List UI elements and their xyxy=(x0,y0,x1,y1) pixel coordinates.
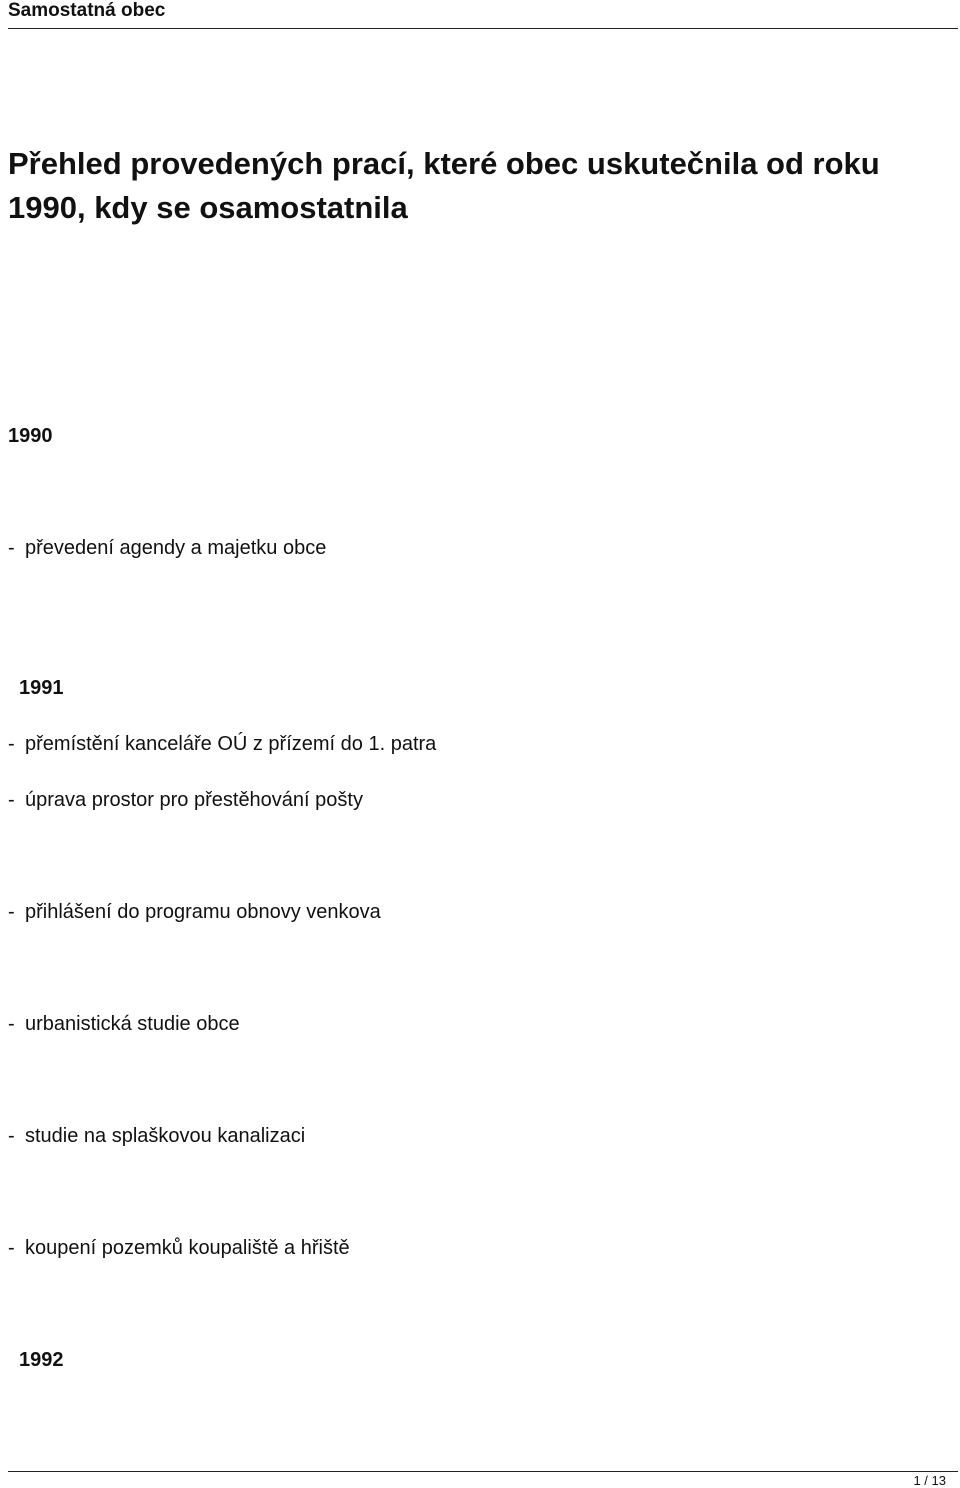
list-item xyxy=(8,1124,305,1148)
list-item-text: úprava prostor pro přestěhování pošty xyxy=(25,789,363,811)
list-item-text: studie na splaškovou kanalizaci xyxy=(25,1125,306,1147)
list-item xyxy=(8,900,381,924)
site-header xyxy=(8,0,958,29)
year-heading-1991: 1991 xyxy=(19,677,64,699)
list-item-text: urbanistická studie obce xyxy=(25,1013,240,1035)
year-heading-1990: 1990 xyxy=(8,425,53,447)
list-item-text: koupení pozemků koupaliště a hřiště xyxy=(25,1237,350,1259)
list-item xyxy=(8,1236,350,1260)
bullet-dash: - xyxy=(8,1013,15,1035)
bullet-dash: - xyxy=(8,789,15,811)
page-title: Přehled provedených prací, které obec uskutečnila od roku 1990, kdy se osamostatnila xyxy=(8,146,880,225)
site-title: Samostatná obec xyxy=(8,0,166,21)
list-item xyxy=(8,1012,240,1036)
bullet-dash: - xyxy=(8,537,15,559)
bullet-dash: - xyxy=(8,733,15,755)
list-item-text: převedení agendy a majetku obce xyxy=(25,537,327,559)
year-heading-1992: 1992 xyxy=(19,1349,64,1371)
list-item xyxy=(8,788,363,812)
footer-divider xyxy=(8,1471,958,1472)
page-indicator: 1 / 13 xyxy=(913,1473,946,1488)
bullet-dash: - xyxy=(8,901,15,923)
list-item xyxy=(8,536,326,560)
list-item-text: přihlášení do programu obnovy venkova xyxy=(25,901,381,923)
bullet-dash: - xyxy=(8,1125,15,1147)
list-item xyxy=(8,732,436,756)
list-item-text: přemístění kanceláře OÚ z přízemí do 1. patra xyxy=(25,733,437,755)
bullet-dash: - xyxy=(8,1237,15,1259)
